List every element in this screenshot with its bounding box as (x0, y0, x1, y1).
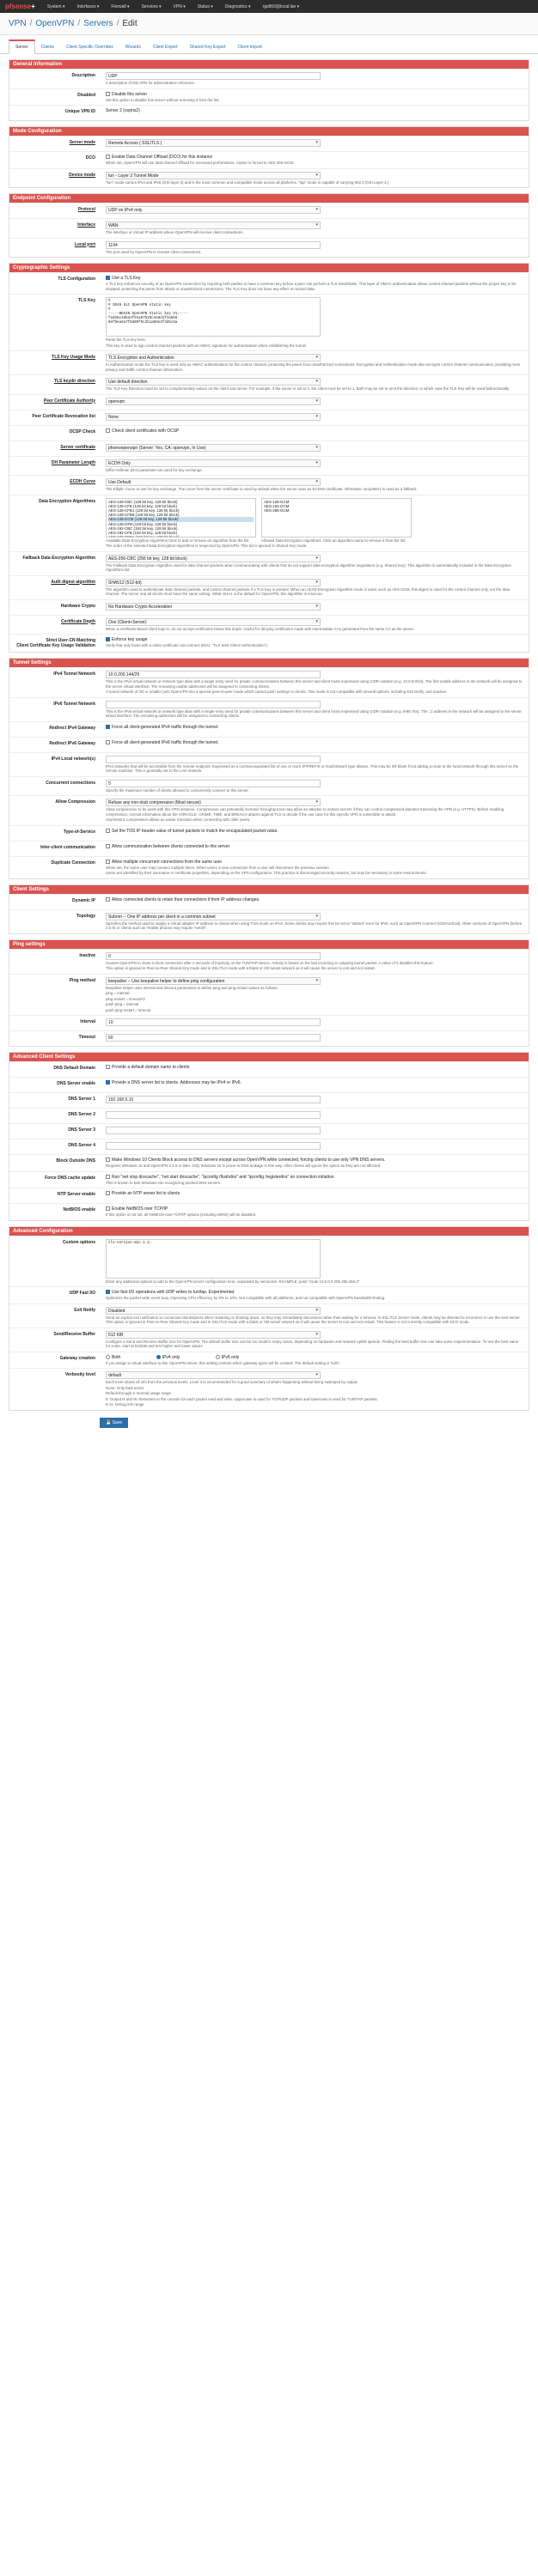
ping-method-select[interactable]: keepalive -- Use keepalive helper to define ping configuration ▾ (106, 977, 321, 985)
local-port-help: The port used by OpenVPN to receive client connections. (106, 249, 202, 254)
tab-server[interactable]: Server (9, 39, 35, 54)
device-mode-help: "tun" mode carries IPv4 and IPv6 (OSI layer 3) and is the most common and compatible mode across all platforms. "tap" mode is capable of carrying 802.3 (OSI Layer 2.) (106, 179, 389, 185)
gw-ipv4-text: IPv4 only (162, 1354, 180, 1360)
concurrent-input[interactable]: 5 (106, 780, 321, 787)
exit-notify-label: Exit Notify (74, 1307, 95, 1313)
local-net-label: IPv4 Local network(s) (51, 756, 95, 762)
ocsp-checkbox[interactable] (106, 428, 110, 433)
inter-client-label: Inter-client communication (40, 844, 95, 850)
ocsp-label: OCSP Check (69, 428, 95, 434)
ipv6-tunnel-label: IPv6 Tunnel Network (53, 701, 95, 707)
dynamic-ip-checkbox[interactable] (106, 897, 110, 902)
brand-name: pfsense (5, 3, 32, 10)
compression-help: Allow compression to be used with this VPN instance. Compression can potentially increase throughput but may allow an attacker to extract secrets if they can control compressed plaintext traversing the VPN (e.g. HTTPS). Before enabling compression, consult information about the VORACLE, CRIME, TIME, and BREACH attacks against TLS to decide if the use case for this specific VPN is vulnerable to attack. (106, 807, 504, 817)
duplicate-help: When set, the same user may connect multiple times. When unset, a new connection from a user will disconnect the previous session. (106, 865, 330, 870)
force-dns-checkbox[interactable] (106, 1175, 110, 1179)
interface-help: The interface or Virtual IP address where OpenVPN will receive client connections. (106, 230, 244, 234)
top-navbar (0, 0, 538, 13)
concurrent-label: Concurrent connections (46, 780, 95, 786)
verbosity-line: 6-11: Debug info range (106, 1402, 144, 1406)
gateway-creation-label: Gateway creation (59, 1355, 95, 1361)
gw-ipv4-radio[interactable] (156, 1355, 161, 1359)
interface-label: Interface (77, 222, 95, 228)
force-dns-label: Force DNS cache update (45, 1175, 95, 1181)
client-heading: Client Settings (9, 885, 529, 894)
dea-avail-item[interactable]: AES-192-CBC (192 bit key, 128 bit block) (108, 526, 178, 531)
eku-chk-text: Enforce key usage (112, 637, 148, 642)
exit-notify-select[interactable]: Disabled ▾ (106, 1307, 321, 1315)
tunnel-panel (9, 658, 529, 879)
block-dns-checkbox[interactable] (106, 1157, 110, 1162)
ping-panel (9, 939, 529, 1048)
dea-avail-item[interactable]: AES-128-OFB (128 bit key, 128 bit block) (108, 521, 178, 526)
tls-config-help: A TLS key enhances security of an OpenVPN connection by requiring both parties to have a common key before a peer can perform a TLS handshake. This layer of HMAC authentication allows control channel packets without the proper key to be dropped, protecting the peers from attack or unauthorized connections. The TLS Key does not have any effect on tunnel data. (106, 282, 517, 291)
eku-help: Verify that only hosts with a client certificate can connect (EKU: "TLS Web Client Authentication"). (106, 643, 268, 647)
ecdh-help: The Elliptic Curve to use for key exchange. The curve from the server certificate is used by default when the server uses an ECDSA certificate. Otherwise, secp384r1 is used as a fallback. (106, 487, 418, 491)
tab-clients[interactable]: Clients (40, 45, 55, 50)
tos-checkbox[interactable] (106, 829, 110, 833)
fallback-help: The Fallback Data Encryption Algorithm used for data channel packets when communicating with clients that do not support data encryption algorithm negotiation (e.g. Shared Key). This algorithm is automatically included in the Data Encryption Algorithms list. (106, 562, 511, 572)
duplicate-text: Allow multiple concurrent connections from the same user (112, 859, 223, 865)
dns2-label: DNS Server 2 (68, 1112, 95, 1117)
verbosity-line: 5: Output R and W characters to the console for each packet read and write. Uppercase is used for TCP/UDP packets and lowercase is used for TUN/TAP packets. (106, 1396, 378, 1401)
redirect-ipv4-checkbox[interactable] (106, 725, 110, 729)
local-net-input[interactable] (106, 756, 321, 763)
dns-server-enable-label: DNS Server enable (57, 1081, 95, 1086)
crumb-openvpn[interactable]: OpenVPN (35, 19, 75, 28)
crumb-edit: Edit (122, 19, 138, 28)
dea-selected-item[interactable]: AES-256-GCM (264, 507, 290, 513)
redirect-ipv6-text: Force all client-generated IPv6 traffic through the tunnel. (112, 739, 219, 745)
dea-selected-list[interactable] (261, 498, 412, 538)
eku-label-line1: Strict User-CN Matching (46, 638, 95, 643)
disable-chk-text: Disable this server (112, 91, 148, 97)
crumb-servers[interactable]: Servers (83, 19, 113, 28)
tls-usage-help: In Authentication mode the TLS key is used only as HMAC authentication for the control channel, protecting the peers from unauthorized connections. Encryption and Authentication mode also encrypts control channel communication, providing more privacy and traffic control channel obfuscation. (106, 362, 521, 372)
hw-crypto-label: Hardware Crypto (60, 603, 95, 609)
redirect-ipv6-checkbox[interactable] (106, 740, 110, 744)
mode-panel (9, 126, 529, 188)
peer-crl-label: Peer Certificate Revocation list (32, 413, 95, 419)
dynamic-ip-text: Allow connected clients to retain their connections if their IP address changes. (112, 896, 260, 902)
ping-line: push ping-restart = timeout (106, 1007, 151, 1012)
hw-crypto-select[interactable]: No Hardware Crypto Acceleration ▾ (106, 603, 321, 611)
gw-both-text: Both (112, 1354, 121, 1360)
udp-fast-help: Optimizes the packet write event loop, improving CPU efficiency by 5% to 10%. Not compatible with all platforms, and not compatible with OpenVPN bandwidth limiting. (106, 1296, 386, 1300)
inactive-label: Inactive (79, 952, 95, 958)
tab-client-export[interactable]: Client Export (152, 45, 178, 50)
verbosity-help: Each level shows all info from the previous levels. Level 3 is recommended for a good summary of what's happening without being swamped by output. (106, 1380, 358, 1384)
fallback-label: Fallback Data Encryption Algorithm (22, 555, 95, 561)
disable-checkbox[interactable] (106, 92, 110, 96)
pfsense-logo[interactable] (5, 3, 35, 10)
local-port-label: Local port (74, 241, 95, 247)
dea-avail-item[interactable]: AES-128-CFB8 (128 bit key, 128 bit block) (108, 513, 180, 518)
dea-available-list[interactable] (106, 498, 256, 538)
udp-fast-label: UDP Fast I/O (69, 1291, 95, 1296)
dns-domain-text: Provide a default domain name to clients (112, 1065, 190, 1070)
dns3-input[interactable] (106, 1127, 321, 1134)
eku-label (9, 635, 101, 652)
dns2-input[interactable] (106, 1111, 321, 1119)
verbosity-select[interactable]: default ▾ (106, 1371, 321, 1379)
custom-options-help: Enter any additional options to add to the OpenVPN server configuration here, separated by semicolon. EXAMPLE: push "route 10.0.0.0 255.255.255.0" (106, 1279, 360, 1284)
dea-help: The order of the selected Data Encryption Algorithms is respected by OpenVPN. This list is ignored in Shared Key mode. (106, 544, 308, 548)
save-button[interactable] (100, 1418, 128, 1428)
endpoint-heading: Endpoint Configuration (9, 194, 529, 203)
custom-options-textarea[interactable]: tls-version-min 1.2; (106, 1239, 321, 1279)
nav-services[interactable]: Services ▾ (141, 3, 162, 9)
redirect-ipv6-label: Redirect IPv6 Gateway (49, 740, 95, 746)
udp-fast-checkbox[interactable] (106, 1290, 110, 1294)
eku-label-line2: Client Certificate Key Usage Validation (16, 643, 95, 648)
local-port-input[interactable]: 1194 (106, 241, 321, 249)
buffer-help: Configure a Send and Receive Buffer size for OpenVPN. The default buffer size can be too small in many cases, depending on hardware and network uplink speeds. Finding the best buffer size can take some experimentation. To test the best value for a site, start at 512KiB and test higher and lower values. (106, 1339, 519, 1348)
inter-client-checkbox[interactable] (106, 844, 110, 848)
peer-ca-select[interactable]: openvpn ▾ (106, 398, 321, 405)
dea-selected-help: Allowed Data Encryption Algorithms. Click an algorithm name to remove it from the list (261, 538, 406, 543)
dco-help: When set, OpenVPN will use data channel offload for increased performance. Cipher is forced to AES-256-GCM. (106, 161, 295, 165)
nav-vpn[interactable]: VPN ▾ (173, 3, 186, 9)
crypto-heading: Cryptographic Settings (9, 264, 529, 272)
dns3-label: DNS Server 3 (68, 1127, 95, 1133)
server-cert-select[interactable]: pfsensepenopn (Server: Yes, CA: openvpn, In Use) ▾ (106, 444, 321, 452)
force-dns-help: This is known to kick Windows into recognizing pushed DNS servers. (106, 1180, 222, 1185)
topology-select[interactable]: Subnet -- One IP address per client in a common subnet ▾ (106, 913, 321, 920)
dco-checkbox[interactable] (106, 155, 110, 159)
ping-heading: Ping settings (9, 940, 529, 949)
description-input[interactable]: UDP (106, 72, 321, 80)
tls-usage-label: TLS Key Usage Mode (52, 355, 95, 360)
crumb-vpn[interactable]: VPN (9, 19, 27, 28)
tab-shared-key-export[interactable]: Shared Key Export (189, 45, 226, 50)
netbios-help: If this option is not set, all NetBIOS-over-TCP/IP options (including WINS) will be disabled. (106, 1212, 257, 1217)
brand-plus: + (31, 3, 35, 10)
nav-user[interactable]: rgs860@local.lan ▾ (262, 3, 300, 9)
interface-select[interactable]: WAN ▾ (106, 222, 321, 229)
cert-depth-help: When a certificate-based client logs in, do not accept certificates below this depth. Useful for denying certificates made with intermediate CAs generated from the same CA as the server. (106, 626, 414, 631)
breadcrumb: VPN / OpenVPN / Servers / Edit (0, 13, 538, 35)
gw-ipv6-radio[interactable] (216, 1355, 220, 1359)
nav-status[interactable]: Status ▾ (197, 3, 213, 9)
general-heading: General Information (9, 60, 529, 69)
inactive-help: Causes OpenVPN to close a client connection after n seconds of inactivity on the TUN/TAP device. Activity is based on the last incoming or outgoing tunnel packet. A value of 0 disables this feature. (106, 960, 434, 965)
save-label: Save (112, 1419, 123, 1425)
ntp-label: NTP Server enable (57, 1192, 95, 1197)
tab-client-import[interactable]: Client Import (237, 45, 262, 50)
adv-client-heading: Advanced Client Settings (9, 1053, 529, 1061)
disabled-label: Disabled (77, 92, 95, 98)
dea-selected-item[interactable]: AES-192-GCM (264, 503, 290, 508)
nav-firewall[interactable]: Firewall ▾ (111, 3, 130, 9)
unique-id-value: Server 2 (ovpns2) (106, 108, 140, 113)
ipv4-tunnel-help: This is the IPv4 virtual network or network type alias with a single entry used for private communications between this server and client hosts expressed using CIDR notation (e.g. 10.0.8.0/24). The first usable address in the network will be assigned to the server virtual interface. The remaining usable addresses will be assigned to connecting clients. (106, 679, 523, 689)
gw-both-radio[interactable] (106, 1355, 110, 1359)
tls-keydir-label: TLS keydir direction (53, 379, 95, 384)
uid-label: Unique VPN ID (64, 109, 95, 114)
netbios-text: Enable NetBIOS over TCP/IP (112, 1206, 168, 1212)
tls-keydir-help: The TLS Key Direction must be set to complementary values on the client and server. For example, if the server is set to 0, the client must be set to 1. Both may be set to omit the direction, in which case the TLS Key will be used bidirectionally. (106, 386, 510, 391)
inactive-help-2: This option is ignored in Peer-to-Peer Shared Key mode and in SSL/TLS mode with a blank or /30 tunnel network as it will cause the server to exit and not restart. (106, 966, 376, 970)
nav-system[interactable]: System ▾ (46, 3, 65, 9)
device-mode-select[interactable]: tun - Layer 3 Tunnel Mode ▾ (106, 172, 321, 179)
endpoint-panel (9, 193, 529, 258)
redirect-ipv4-label: Redirect IPv4 Gateway (49, 725, 95, 731)
dea-label: Data Encryption Algorithms (39, 498, 95, 504)
tls-key-label: TLS Key (77, 298, 95, 303)
dns1-label: DNS Server 1 (68, 1097, 95, 1102)
tls-config-label: TLS Configuration (58, 276, 95, 282)
block-dns-text: Make Windows 10 Clients Block access to DNS servers except across OpenVPN while connected, forcing clients to use only VPN DNS servers. (112, 1157, 386, 1163)
compression-help-2: Asymmetric compression allows an easier transition when connecting with older peers. (106, 817, 251, 822)
peer-crl-select[interactable]: None ▾ (106, 413, 321, 421)
advanced-heading: Advanced Configuration (9, 1227, 529, 1236)
dns4-input[interactable] (106, 1142, 321, 1150)
buffer-select[interactable]: 512 KiB ▾ (106, 1331, 321, 1339)
tab-bar (0, 39, 538, 54)
auth-digest-select[interactable]: SHA512 (512-bit) ▾ (106, 579, 321, 586)
tos-text: Set the TOS IP header value of tunnel packets to match the encapsulated packet value. (112, 828, 278, 834)
save-icon: 💾 (106, 1419, 113, 1425)
ecdh-label: ECDH Curve (70, 479, 95, 484)
server-mode-label: Server mode (69, 140, 95, 145)
ntp-text: Provide an NTP server list to clients (112, 1191, 180, 1196)
topology-help: Specifies the method used to supply a virtual adapter IP address to clients when using TUN mode on IPv4. Some clients may require this be set to "subnet" even for IPv6, such as OpenVPN Connect (iOS/Android). Older versions of OpenVPN (before 2.0.9) or clients such as Yealink phones may require "net30". (106, 920, 523, 930)
protocol-label: Protocol (77, 207, 95, 212)
tunnel-heading: Tunnel Settings (9, 659, 529, 667)
tls-key-textarea[interactable]: # # 2048 bit OpenVPN static key # -----BEGIN OpenVPN Static key V1----- fa4b5c3d6e2f91a07b28c4e8d1f3a5b6 8ef9ea6a7f6d80f9c2b1a03e3f4d5c6a (106, 297, 321, 337)
duplicate-label: Duplicate Connection (51, 860, 95, 866)
buffer-label: Send/Receive Buffer (53, 1331, 95, 1337)
dea-avail-item[interactable] (108, 535, 254, 537)
dns-server-text: Provide a DNS server list to clients. Addresses may be IPv4 or IPv6. (112, 1080, 241, 1085)
gw-ipv6-text: IPv6 only (221, 1354, 240, 1360)
client-panel (9, 884, 529, 934)
advanced-panel (9, 1226, 529, 1411)
dea-avail-item[interactable]: AES-128-CFB (128 bit key, 128 bit block) (108, 503, 177, 508)
tls-key-help-1: Paste the TLS key here. (106, 337, 147, 342)
dns-domain-checkbox[interactable] (106, 1065, 110, 1069)
cert-depth-select[interactable]: One (Client+Server) ▾ (106, 618, 321, 626)
dns-server-checkbox[interactable] (106, 1080, 110, 1084)
tab-wizards[interactable]: Wizards (125, 45, 141, 50)
ping-method-help: keepalive helper uses interval and timeout parameters to define ping and ping-restart values as follows: (106, 985, 278, 990)
dynamic-ip-label: Dynamic IP (72, 897, 95, 903)
tls-key-help-2: This key is used to sign control channel packets with an HMAC signature for authentication when establishing the tunnel. (106, 343, 308, 348)
mode-heading: Mode Configuration (9, 127, 529, 136)
dh-help: Diffie-Hellman (DH) parameter set used for key exchange. (106, 467, 203, 472)
dea-avail-help: Available Data Encryption Algorithms Click to add or remove an algorithm from the list (106, 538, 249, 543)
desc-help: A description of this VPN for administrative reference. (106, 81, 195, 85)
ipv4-tunnel-label: IPv4 Tunnel Network (53, 671, 95, 677)
nav-diagnostics[interactable]: Diagnostics ▾ (224, 3, 251, 9)
custom-options-label: Custom options (62, 1239, 95, 1245)
dh-label: DH Parameter Length (51, 459, 95, 465)
local-net-help: IPv4 networks that will be accessible from the remote endpoint. Expressed as a comma-separated list of one or more IP/PREFIX or host/network type aliases. This may be left blank if not adding a route to the local network through this tunnel on the remote machine. This is generally set to the LAN network. (106, 763, 519, 773)
verbosity-label: Verbosity level (64, 1372, 95, 1377)
tls-key-chk-text: Use a TLS Key (112, 276, 141, 281)
auth-digest-label: Auth digest algorithm (51, 579, 95, 585)
inter-client-text: Allow communication between clients connected to this server (112, 843, 230, 849)
ping-line: ping = interval (106, 991, 130, 995)
server-cert-label: Server certificate (60, 444, 95, 450)
netbios-label: NetBIOS enable (63, 1207, 95, 1212)
ping-line: push ping = interval (106, 1002, 139, 1006)
compression-label: Allow Compression (55, 799, 95, 805)
block-dns-help: Requires Windows 10 and OpenVPN 2.3.9 or later. Only Windows 10 is prone to DNS leakage in this way, other clients will ignore the option as they are not affected. (106, 1163, 382, 1168)
dh-select[interactable]: ECDH Only ▾ (106, 459, 321, 467)
concurrent-help: Specify the maximum number of clients allowed to concurrently connect to this server. (106, 787, 249, 793)
ping-line: ping-restart = timeout*2 (106, 996, 145, 1001)
ipv6-tunnel-help: This is the IPv6 virtual network or network type alias with a single entry used for private communications between this server and client hosts expressed using CIDR notation (e.g. fe80::/64). The ::1 address in the network will be assigned to the server virtual interface. The remaining addresses will be assigned to connecting clients. (106, 708, 522, 718)
desc-label: Description (71, 73, 95, 78)
dco-label: DCO (85, 155, 95, 161)
protocol-select[interactable]: UDP on IPv4 only ▾ (106, 206, 321, 214)
fallback-select[interactable]: AES-256-CBC (256 bit key, 128 bit block) ▾ (106, 555, 321, 562)
topology-label: Topology (76, 913, 95, 919)
udp-fast-text: Use fast I/O operations with UDP writes to tun/tap. Experimental. (112, 1290, 235, 1295)
dea-avail-item[interactable]: AES-128-CBC (128 bit key, 128 bit block) (108, 499, 178, 504)
ecdh-select[interactable]: Use Default ▾ (106, 478, 321, 486)
eku-checkbox[interactable] (106, 637, 110, 641)
dns4-label: DNS Server 4 (68, 1143, 95, 1148)
auth-digest-help: The algorithm used to authenticate data channel packets, and control channel packets if a TLS Key is present. When an AEAD Encryption Algorithm mode is used, such as AES-GCM, this digest is used for the control channel only, not the data channel. The server and all clients must have the same setting. While SHA1 is the default for OpenVPN, this algorithm is insecure. (106, 586, 510, 596)
disabled-help: Set this option to disable this server without removing it from the list. (106, 97, 220, 102)
adv-client-panel (9, 1052, 529, 1221)
dns-domain-label: DNS Default Domain (53, 1066, 95, 1071)
interval-label: Interval (80, 1019, 95, 1024)
tab-csc[interactable]: Client Specific Overrides (66, 45, 113, 50)
tos-label: Type-of-Service (63, 829, 95, 835)
dea-selected-item[interactable]: AES-128-GCM (264, 499, 290, 504)
ipv4-tunnel-help-2: A tunnel network of /30 or smaller puts OpenVPN into a special peer-to-peer mode which cannot push settings to clients. This mode is not compatible with several options, including Exit Notify, and Inactive. (106, 690, 448, 694)
device-mode-label: Device mode (69, 172, 95, 178)
ipv6-tunnel-input[interactable] (106, 701, 321, 708)
dea-avail-item[interactable]: AES-192-CFB (192 bit key, 128 bit block) (108, 530, 177, 535)
dea-avail-item[interactable]: AES-128-CFB1 (128 bit key, 128 bit block) (108, 507, 180, 513)
general-panel (9, 59, 529, 121)
server-mode-select[interactable]: Remote Access ( SSL/TLS ) ▾ (106, 139, 321, 147)
duplicate-help-2: Users are identified by their username or certificate properties, depending on the VPN configuration. This practice is discouraged security reasons, but may be necessary in some environments. (106, 871, 427, 875)
compression-select[interactable]: Refuse any non-stub compression (Most secure) ▾ (106, 799, 321, 806)
nav-interfaces[interactable]: Interfaces ▾ (76, 3, 100, 9)
tls-keydir-select[interactable]: Use default direction ▾ (106, 378, 321, 386)
tls-usage-select[interactable]: TLS Encryption and Authentication ▾ (106, 354, 321, 361)
peer-ca-label: Peer Certificate Authority (43, 398, 95, 404)
exit-notify-help: Send an explicit exit notification to connected clients/peers when restarting or shutting down, so they may immediately disconnect rather than waiting for a timeout. In SSL/TLS Server mode, clients may be directed to reconnect or use the next server. This option is ignored in Peer-to-Peer Shared Key mode and in SSL/TLS mode with a blank or /30 tunnel network as it will cause the server to exit and not restart. This feature is not currently compatible with DCO mode. (106, 1315, 521, 1324)
dea-avail-item[interactable]: AES-128-GCM (128 bit key, 128 bit block) (108, 517, 254, 521)
gateway-help: If you assign a virtual interface to this OpenVPN server, this setting controls which gateway types will be created. The default setting is 'both'. (106, 1360, 340, 1365)
ocsp-chk-text: Check client certificates with OCSP (112, 428, 180, 434)
crypto-panel (9, 263, 529, 653)
block-dns-label: Block Outside DNS (56, 1158, 95, 1163)
timeout-label: Timeout (78, 1035, 95, 1040)
tls-key-checkbox[interactable] (106, 276, 110, 280)
cert-depth-label: Certificate Depth (60, 618, 95, 624)
netbios-checkbox[interactable] (106, 1206, 110, 1211)
interval-input[interactable]: 10 (106, 1018, 321, 1026)
redirect-ipv4-text: Force all client-generated IPv4 traffic through the tunnel. (112, 724, 219, 730)
verbosity-line: Default through 4: Normal usage range (106, 1391, 171, 1395)
dns1-input[interactable]: 192.168.5.10 (106, 1096, 321, 1103)
force-dns-text: Run "net stop dnscache", "net start dnscache", "ipconfig /flushdns" and "ipconfig /registerdns" on connection initiation. (112, 1174, 335, 1180)
inactive-input[interactable]: 0 (106, 952, 321, 960)
timeout-input[interactable]: 60 (106, 1034, 321, 1042)
duplicate-checkbox[interactable] (106, 860, 110, 864)
ping-method-label: Ping method (69, 977, 95, 983)
dco-chk-text: Enable Data Channel Offload (DCO) for this instance (112, 155, 213, 160)
ipv4-tunnel-input[interactable]: 10.0.200.144/29 (106, 671, 321, 678)
ntp-checkbox[interactable] (106, 1191, 110, 1195)
verbosity-line: None: Only fatal errors (106, 1385, 144, 1390)
